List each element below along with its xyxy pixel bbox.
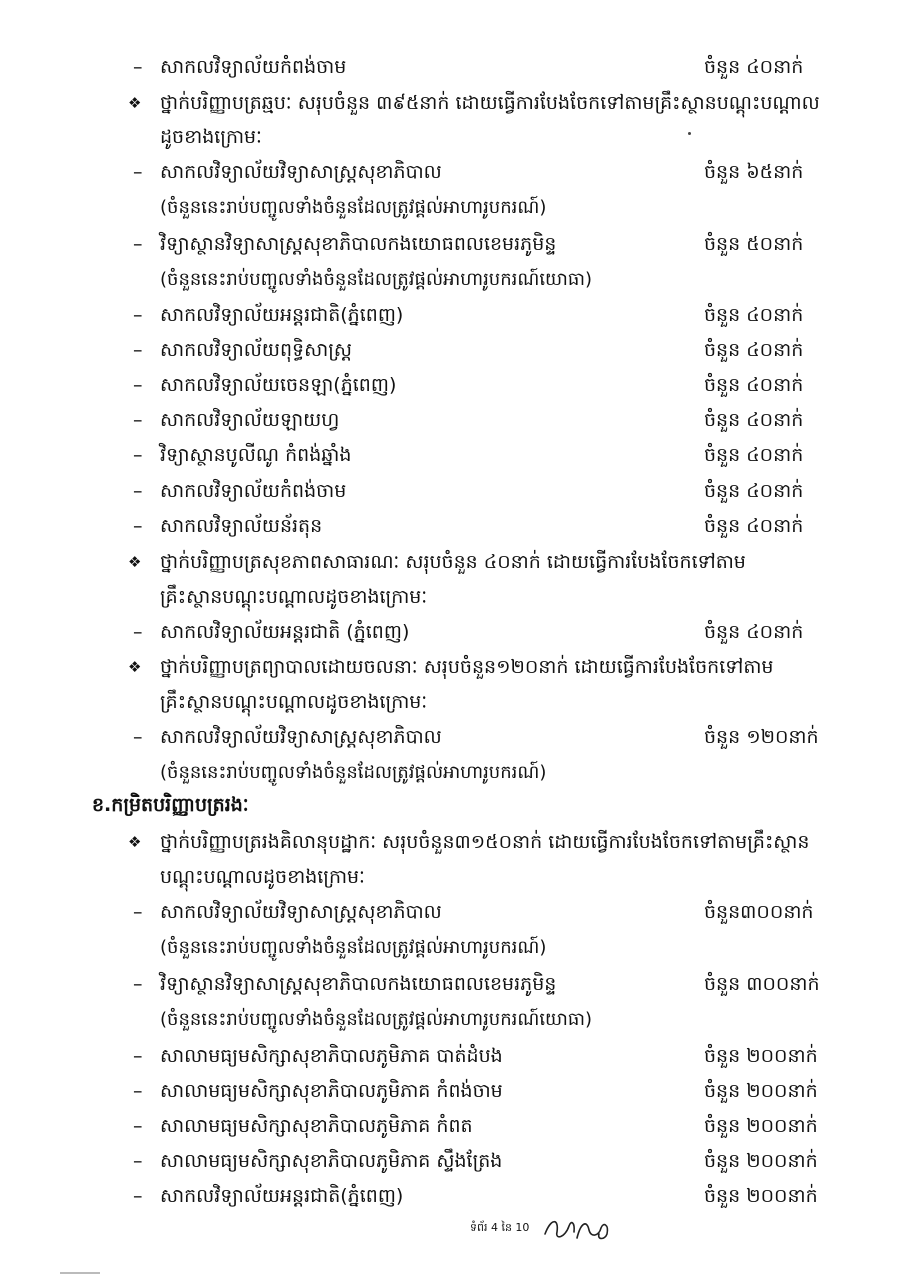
student-count: ចំនួន ២០០នាក់ <box>704 1045 818 1067</box>
list-item <box>0 50 904 84</box>
list-item <box>0 967 904 1001</box>
student-count: ចំនួន ៤០នាក់ <box>704 621 804 643</box>
dash-marker: – <box>133 1080 143 1102</box>
list-item <box>0 615 904 649</box>
scan-edge-mark <box>60 1272 100 1274</box>
list-item <box>0 333 904 367</box>
scholarship-note: (ចំនួននេះរាប់បញ្ចូលទាំងចំនួនដែលត្រូវផ្តល់អាហារូបករណ៍) <box>160 197 547 218</box>
institution-name: សាកលវិទ្យាល័យន័រតុន <box>160 515 323 537</box>
list-item <box>0 1039 904 1073</box>
section-title: ខ.កម្រិតបរិញ្ញាបត្ររងៈ <box>92 794 249 816</box>
dash-marker: – <box>133 480 143 502</box>
dash-marker: – <box>133 161 143 183</box>
dash-marker: – <box>133 901 143 923</box>
dash-marker: – <box>133 304 143 326</box>
ink-speck <box>688 132 691 135</box>
institution-name: សាលាមធ្យមសិក្សាសុខាភិបាលភូមិភាគ ស្ទឹងត្រែង <box>160 1150 503 1172</box>
program-summary: ថ្នាក់បរិញ្ញាបត្រសុខភាពសាធារណៈ សរុបចំនួន ៤០នាក់ ដោយធ្វើការបែងចែកទៅតាម <box>160 551 746 573</box>
scholarship-note: (ចំនួននេះរាប់បញ្ចូលទាំងចំនួនដែលត្រូវផ្តល់អាហារូបករណ៍) <box>160 937 547 958</box>
list-item <box>0 368 904 402</box>
student-count: ចំនួន ២០០នាក់ <box>704 1115 818 1137</box>
program-summary: ថ្នាក់បរិញ្ញាបត្រព្យាបាលដោយចលនាៈ សរុបចំនួន១២០នាក់ ដោយធ្វើការបែងចែកទៅតាម <box>160 656 774 678</box>
institution-name: សាកលវិទ្យាល័យឡាយហ្វ <box>160 409 340 431</box>
institution-name: សាកលវិទ្យាល័យកំពង់ចាម <box>160 480 347 502</box>
handwritten-initials <box>541 1212 613 1244</box>
list-item <box>0 438 904 472</box>
program-heading <box>0 825 904 859</box>
institution-name: សាកលវិទ្យាល័យអន្តរជាតិ(ភ្នំពេញ) <box>160 304 404 326</box>
page-number: ទំព័រ 4 នៃ 10 <box>470 1221 530 1234</box>
dash-marker: – <box>133 444 143 466</box>
list-item <box>0 298 904 332</box>
program-heading <box>0 545 904 579</box>
list-item <box>0 1144 904 1178</box>
student-count: ចំនួន ២០០នាក់ <box>704 1185 818 1207</box>
dash-marker: – <box>133 515 143 537</box>
student-count: ចំនួន ៤០នាក់ <box>704 339 804 361</box>
list-item <box>0 155 904 189</box>
scholarship-note: (ចំនួននេះរាប់បញ្ចូលទាំងចំនួនដែលត្រូវផ្តល់អាហារូបករណ៍) <box>160 762 547 783</box>
program-heading <box>0 86 904 120</box>
student-count: ចំនួន ៤០នាក់ <box>704 480 804 502</box>
list-item <box>0 895 904 929</box>
program-summary: ថ្នាក់បរិញ្ញាបត្រឆ្មបៈ សរុបចំនួន ៣៩៥នាក់ ដោយធ្វើការបែងចែកទៅតាមគ្រឹះស្ថានបណ្តុះបណ្តាល <box>160 92 820 114</box>
dash-marker: – <box>133 1150 143 1172</box>
program-summary: ថ្នាក់បរិញ្ញាបត្ររងគិលានុបដ្ឋាកៈ សរុបចំនួន៣១៥០នាក់ ដោយធ្វើការបែងចែកទៅតាមគ្រឹះស្ថាន <box>160 831 810 853</box>
institution-name: វិទ្យាស្ថានវិទ្យាសាស្ត្រសុខាភិបាលកងយោធពលខេមរភូមិន្ទ <box>160 233 557 255</box>
diamond-bullet-icon: ❖ <box>128 658 142 676</box>
program-summary-cont: គ្រឹះស្ថានបណ្តុះបណ្តាលដូចខាងក្រោមៈ <box>160 691 428 713</box>
institution-name: សាកលវិទ្យាល័យវិទ្យាសាស្ត្រសុខាភិបាល <box>160 161 442 183</box>
note-line <box>0 1003 904 1037</box>
note-line <box>0 263 904 297</box>
institution-name: សាលាមធ្យមសិក្សាសុខាភិបាលភូមិភាគ កំពត <box>160 1115 473 1137</box>
student-count: ចំនួន ២០០នាក់ <box>704 1080 818 1102</box>
program-heading-continuation <box>0 685 904 719</box>
list-item <box>0 1179 904 1213</box>
dash-marker: – <box>133 973 143 995</box>
dash-marker: – <box>133 409 143 431</box>
student-count: ចំនួន ៤០នាក់ <box>704 444 804 466</box>
student-count: ចំនួន ៤០នាក់ <box>704 409 804 431</box>
institution-name: សាកលវិទ្យាល័យអន្តរជាតិ (ភ្នំពេញ) <box>160 621 410 643</box>
program-heading <box>0 650 904 684</box>
program-heading-continuation <box>0 860 904 894</box>
student-count: ចំនួន ១២០នាក់ <box>704 726 819 748</box>
program-summary-cont: បណ្តុះបណ្តាលដូចខាងក្រោមៈ <box>160 866 365 888</box>
student-count: ចំនួន ៤០នាក់ <box>704 374 804 396</box>
list-item <box>0 509 904 543</box>
dash-marker: – <box>133 374 143 396</box>
scholarship-note: (ចំនួននេះរាប់បញ្ចូលទាំងចំនួនដែលត្រូវផ្តល់អាហារូបករណ៍យោធា) <box>160 1009 593 1030</box>
list-item <box>0 403 904 437</box>
dash-marker: – <box>133 233 143 255</box>
program-heading-continuation <box>0 580 904 614</box>
institution-name: វិទ្យាស្ថានវិទ្យាសាស្ត្រសុខាភិបាលកងយោធពលខេមរភូមិន្ទ <box>160 973 557 995</box>
diamond-bullet-icon: ❖ <box>128 833 142 851</box>
diamond-bullet-icon: ❖ <box>128 94 142 112</box>
student-count: ចំនួន ៤០នាក់ <box>704 56 804 78</box>
institution-name: សាកលវិទ្យាល័យវិទ្យាសាស្ត្រសុខាភិបាល <box>160 726 442 748</box>
student-count: ចំនួន ៦៥នាក់ <box>704 161 804 183</box>
institution-name: សាកលវិទ្យាល័យវិទ្យាសាស្ត្រសុខាភិបាល <box>160 901 442 923</box>
student-count: ចំនួន ២០០នាក់ <box>704 1150 818 1172</box>
dash-marker: – <box>133 339 143 361</box>
institution-name: វិទ្យាស្ថានបូលីណូ កំពង់ឆ្នាំង <box>160 444 352 466</box>
institution-name: សាលាមធ្យមសិក្សាសុខាភិបាលភូមិភាគ កំពង់ចាម <box>160 1080 503 1102</box>
dash-marker: – <box>133 1115 143 1137</box>
student-count: ចំនួន ៤០នាក់ <box>704 515 804 537</box>
diamond-bullet-icon: ❖ <box>128 553 142 571</box>
scholarship-note: (ចំនួននេះរាប់បញ្ចូលទាំងចំនួនដែលត្រូវផ្តល់អាហារូបករណ៍យោធា) <box>160 269 593 290</box>
student-count: ចំនួន ៣០០នាក់ <box>704 973 820 995</box>
page-footer <box>470 1218 529 1238</box>
institution-name: សាកលវិទ្យាល័យកំពង់ចាម <box>160 56 347 78</box>
dash-marker: – <box>133 1045 143 1067</box>
institution-name: សាកលវិទ្យាល័យពុទ្ធិសាស្ត្រ <box>160 339 352 361</box>
program-summary-cont: ដូចខាងក្រោមៈ <box>160 126 262 148</box>
list-item <box>0 1074 904 1108</box>
student-count: ចំនួន ៥០នាក់ <box>704 233 804 255</box>
institution-name: សាលាមធ្យមសិក្សាសុខាភិបាលភូមិភាគ បាត់ដំបង <box>160 1045 503 1067</box>
note-line <box>0 931 904 965</box>
program-summary-cont: គ្រឹះស្ថានបណ្តុះបណ្តាលដូចខាងក្រោមៈ <box>160 586 428 608</box>
institution-name: សាកលវិទ្យាល័យចេនឡា(ភ្នំពេញ) <box>160 374 397 396</box>
dash-marker: – <box>133 1185 143 1207</box>
student-count: ចំនួន ៤០នាក់ <box>704 304 804 326</box>
dash-marker: – <box>133 56 143 78</box>
list-item <box>0 1109 904 1143</box>
note-line <box>0 756 904 790</box>
list-item <box>0 720 904 754</box>
dash-marker: – <box>133 726 143 748</box>
program-heading-continuation <box>0 120 904 154</box>
note-line <box>0 191 904 225</box>
institution-name: សាកលវិទ្យាល័យអន្តរជាតិ(ភ្នំពេញ) <box>160 1185 404 1207</box>
student-count: ចំនួន៣០០នាក់ <box>704 901 814 923</box>
list-item <box>0 474 904 508</box>
list-item <box>0 227 904 261</box>
dash-marker: – <box>133 621 143 643</box>
section-heading <box>0 788 904 822</box>
